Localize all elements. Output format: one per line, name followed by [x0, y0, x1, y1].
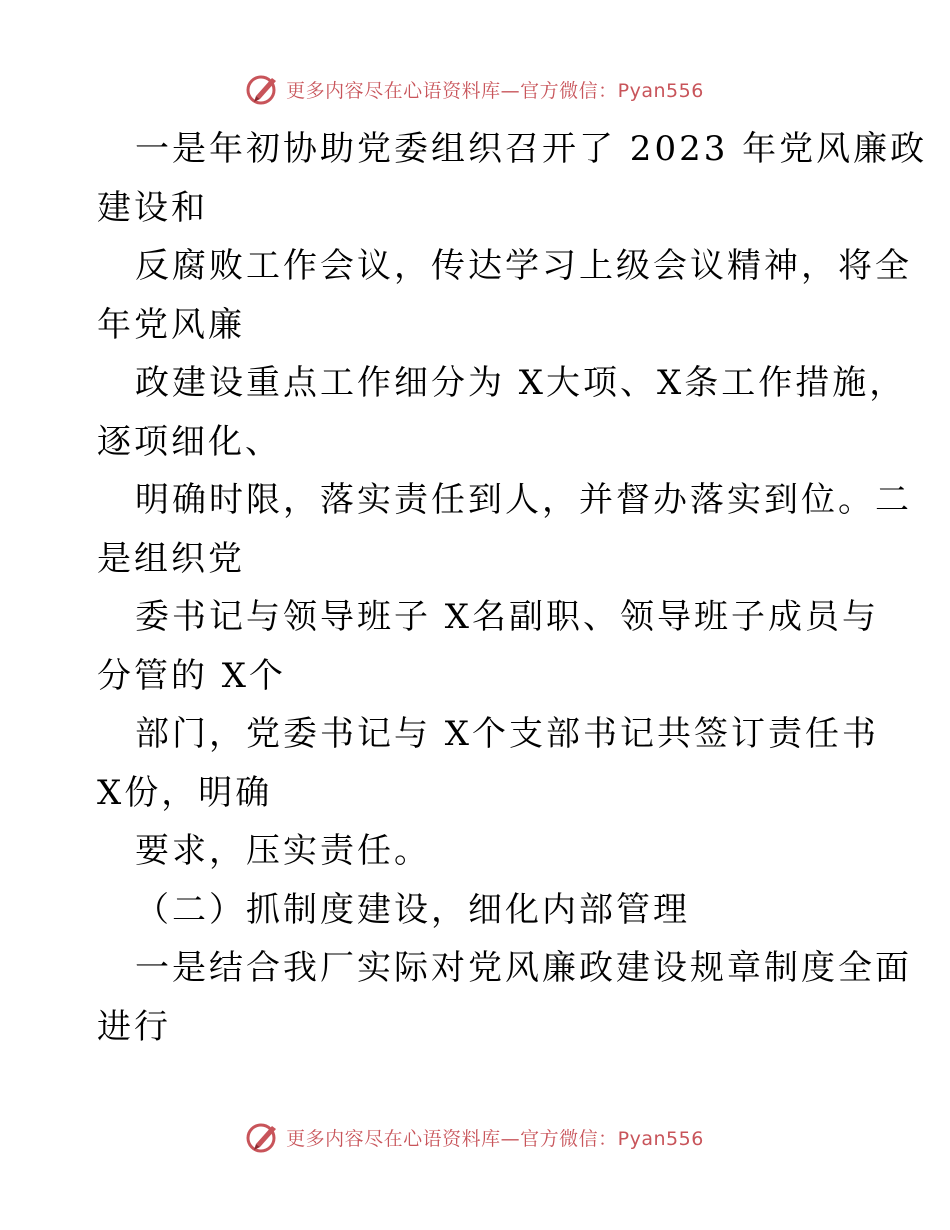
- body-line-9: 委书记与领导班子 X名副职、领导班子成员与: [135, 597, 880, 637]
- watermark-text: 更多内容尽在心语资料库—官方微信：Pyan556: [286, 79, 704, 102]
- document-body: [97, 120, 928, 1056]
- body-line-2: 建设和: [97, 187, 208, 228]
- body-line-8: 是组织党: [97, 538, 245, 579]
- body-line-5: 政建设重点工作细分为 X大项、X条工作措施，: [135, 363, 907, 403]
- body-line-7: 明确时限，落实责任到人，并督办落实到位。二: [135, 480, 912, 520]
- body-line-4: 年党风廉: [97, 304, 245, 345]
- body-line-15: 一是结合我厂实际对党风廉政建设规章制度全面: [135, 948, 912, 988]
- body-line-6: 逐项细化、: [97, 421, 282, 462]
- body-line-11: 部门，党委书记与 X个支部书记共签订责任书: [135, 714, 880, 754]
- body-line-13: 要求，压实责任。: [135, 831, 431, 871]
- header-watermark: [0, 72, 950, 106]
- watermark-text: 更多内容尽在心语资料库—官方微信：Pyan556: [286, 1127, 704, 1150]
- body-line-3: 反腐败工作会议，传达学习上级会议精神，将全: [135, 246, 912, 286]
- footer-watermark: [0, 1120, 950, 1154]
- pen-logo-icon: [246, 72, 280, 106]
- body-line-12: X份，明确: [97, 772, 273, 813]
- body-line-10: 分管的 X个: [97, 655, 287, 696]
- section-heading: （二）抓制度建设，细化内部管理: [135, 889, 690, 930]
- pen-logo-icon: [246, 1120, 280, 1154]
- body-line-16: 进行: [97, 1006, 171, 1047]
- body-line-1: 一是年初协助党委组织召开了 2023 年党风廉政: [135, 129, 928, 169]
